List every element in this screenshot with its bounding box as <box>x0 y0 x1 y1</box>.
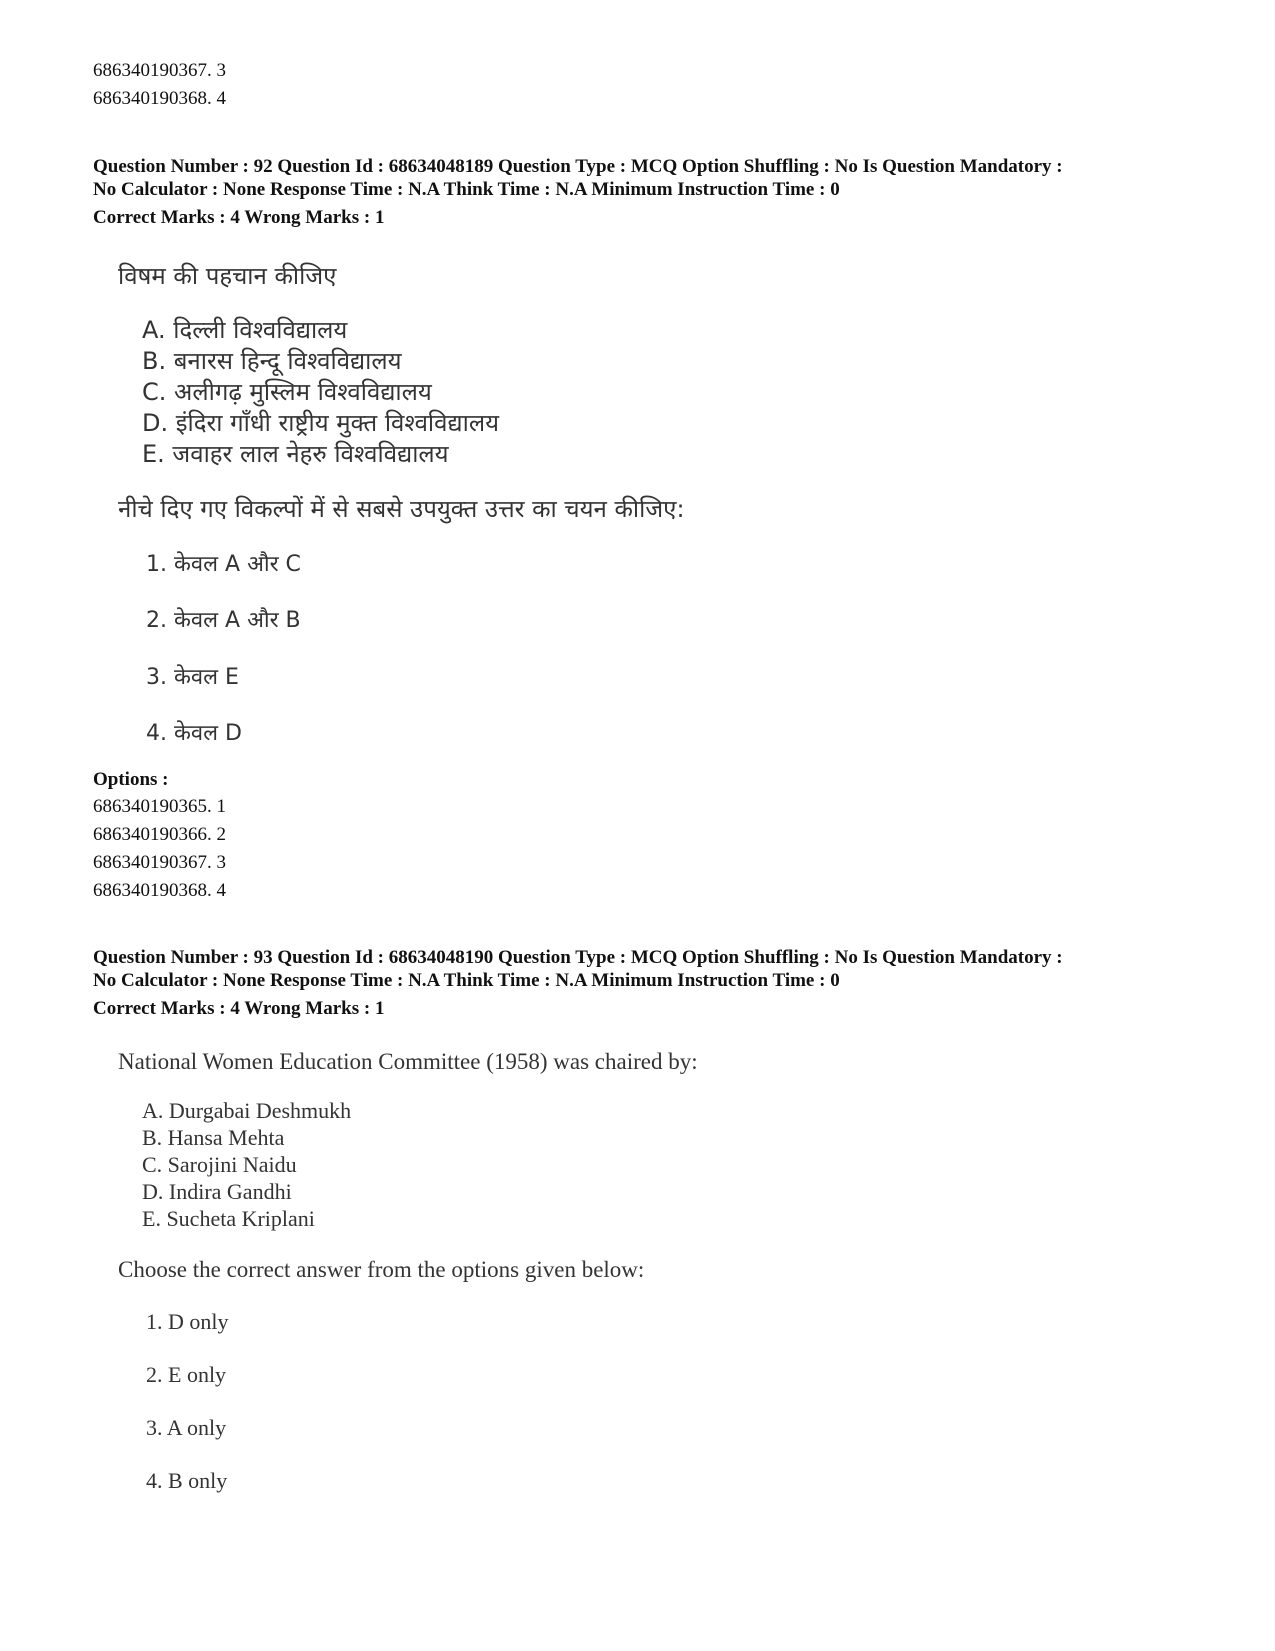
q93-choice-4: 4. B only <box>146 1468 228 1493</box>
q93-header-line1: Question Number : 93 Question Id : 68634048190 Question Type : MCQ Option Shuffling : No Is Question Mandatory : <box>93 947 1063 968</box>
q92-choice-3: 3. केवल E <box>146 665 239 690</box>
q92-instruction: नीचे दिए गए विकल्पों में से सबसे उपयुक्त उत्तर का चयन कीजिए: <box>118 495 685 523</box>
q93-choice-2: 2. E only <box>146 1362 227 1387</box>
q93-item-c: C. Sarojini Naidu <box>142 1152 297 1177</box>
q92-item-c: C. अलीगढ़ मुस्लिम विश्वविद्यालय <box>142 378 432 406</box>
q93-stem: National Women Education Committee (1958) was chaired by: <box>118 1049 698 1074</box>
q92-item-a: A. दिल्ली विश्वविद्यालय <box>142 316 348 344</box>
q92-option-3: 686340190367. 3 <box>93 852 226 873</box>
q92-choice-4: 4. केवल D <box>146 721 242 746</box>
q93-item-b: B. Hansa Mehta <box>142 1125 285 1150</box>
q93-marks: Correct Marks : 4 Wrong Marks : 1 <box>93 998 385 1019</box>
q92-header-line2: No Calculator : None Response Time : N.A Think Time : N.A Minimum Instruction Time : 0 <box>93 179 840 200</box>
q92-option-1: 686340190365. 1 <box>93 796 226 817</box>
top-option-4: 686340190368. 4 <box>93 88 226 109</box>
q92-item-e: E. जवाहर लाल नेहरु विश्वविद्यालय <box>142 440 449 468</box>
q93-instruction: Choose the correct answer from the options given below: <box>118 1257 645 1282</box>
q92-header-line1: Question Number : 92 Question Id : 68634048189 Question Type : MCQ Option Shuffling : No Is Question Mandatory : <box>93 156 1063 177</box>
q92-item-d: D. इंदिरा गाँधी राष्ट्रीय मुक्त विश्वविद्यालय <box>142 409 500 437</box>
q92-choice-1: 1. केवल A और C <box>146 552 301 577</box>
q92-item-b: B. बनारस हिन्दू विश्वविद्यालय <box>142 347 402 375</box>
q93-item-a: A. Durgabai Deshmukh <box>142 1098 352 1123</box>
q92-stem: विषम की पहचान कीजिए <box>118 262 337 290</box>
q92-choice-2: 2. केवल A और B <box>146 608 301 633</box>
q92-option-4: 686340190368. 4 <box>93 880 226 901</box>
q92-option-2: 686340190366. 2 <box>93 824 226 845</box>
q93-item-d: D. Indira Gandhi <box>142 1179 292 1204</box>
q92-marks: Correct Marks : 4 Wrong Marks : 1 <box>93 207 385 228</box>
q92-options-label: Options : <box>93 769 169 790</box>
q93-item-e: E. Sucheta Kriplani <box>142 1206 315 1231</box>
q93-choice-3: 3. A only <box>146 1415 227 1440</box>
q93-header-line2: No Calculator : None Response Time : N.A Think Time : N.A Minimum Instruction Time : 0 <box>93 970 840 991</box>
top-option-3: 686340190367. 3 <box>93 60 226 81</box>
q93-choice-1: 1. D only <box>146 1309 229 1334</box>
